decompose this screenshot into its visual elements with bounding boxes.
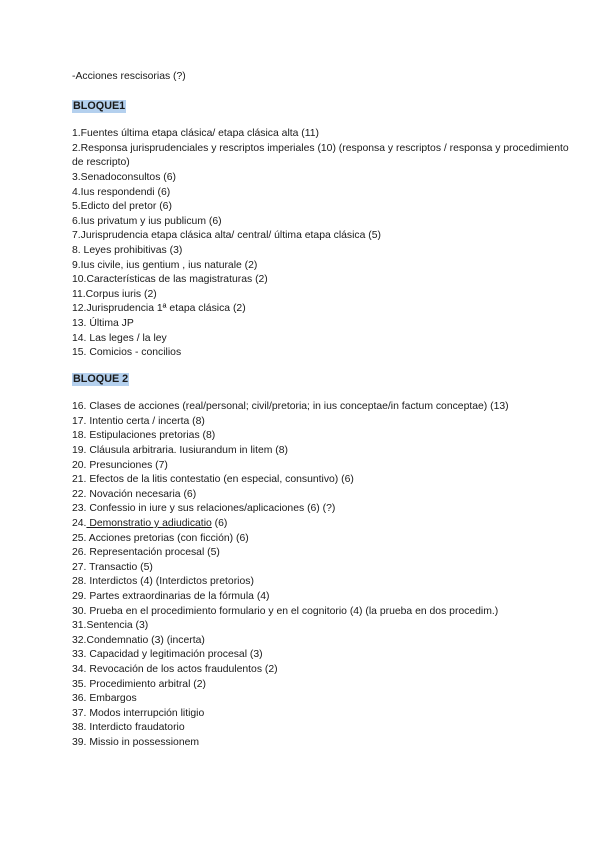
- list-item: 26. Representación procesal (5): [72, 547, 220, 559]
- list-item: 2.Responsa jurisprudenciales y rescriptos imperiales (10) (responsa y rescriptos / responsa y procedimiento de rescripto): [72, 142, 569, 169]
- list-item: 35. Procedimiento arbitral (2): [72, 678, 206, 690]
- bloque2-heading-line: [72, 373, 572, 388]
- list-item: 1.Fuentes última etapa clásica/ etapa clásica alta (11): [72, 128, 320, 140]
- list-item: 25. Acciones pretorias (con ficción) (6): [72, 532, 249, 544]
- list-item: 9.Ius civile, ius gentium , ius naturale (2): [72, 259, 258, 271]
- list-item-24: [72, 517, 572, 532]
- list-item: 11.Corpus iuris (2): [72, 288, 157, 300]
- list-item: 22. Novación necesaria (6): [72, 488, 197, 500]
- list-item: 16. Clases de acciones (real/personal; civil/pretoria; in ius conceptae/in factum conceptae) (13): [72, 401, 509, 413]
- list-item: 36. Embargos: [72, 693, 137, 705]
- list-item: 14. Las leges / la ley: [72, 332, 167, 344]
- list-item: 31.Sentencia (3): [72, 620, 149, 632]
- list-item: 34. Revocación de los actos fraudulentos (2): [72, 663, 278, 675]
- spacer: [72, 85, 572, 100]
- list-item: 18. Estipulaciones pretorias (8): [72, 430, 216, 442]
- list-item: 23. Confessio in iure y sus relaciones/aplicaciones (6) (?): [72, 503, 336, 515]
- bloque1-heading-line: [72, 100, 572, 115]
- list-item: 19. Cláusula arbitraria. Iusiurandum in litem (8): [72, 445, 288, 457]
- spacer: [72, 114, 572, 127]
- list-item: 8. Leyes prohibitivas (3): [72, 244, 183, 256]
- list-item: 7.Jurisprudencia etapa clásica alta/ central/ última etapa clásica (5): [72, 230, 381, 242]
- spacer: [72, 387, 572, 400]
- bloque1-list: [72, 127, 572, 361]
- list-item: 33. Capacidad y legitimación procesal (3): [72, 649, 263, 661]
- list-item: 28. Interdictos (4) (Interdictos pretorios): [72, 576, 254, 588]
- list-item: 6.Ius privatum y ius publicum (6): [72, 215, 222, 227]
- list-item: 20. Presunciones (7): [72, 459, 168, 471]
- item24-prefix: 24.: [72, 518, 87, 530]
- list-item: 27. Transactio (5): [72, 561, 153, 573]
- item24-underlined-text: Demonstratio y adiudicatio: [86, 518, 212, 530]
- list-item: 29. Partes extraordinarias de la fórmula (4): [72, 591, 270, 602]
- bloque2-heading: BLOQUE 2: [73, 372, 129, 385]
- list-item: 30. Prueba en el procedimiento formulario y en el cognitorio (4) (la prueba en dos procedim.): [72, 605, 499, 617]
- list-item: 12.Jurisprudencia 1ª etapa clásica (2): [72, 303, 246, 315]
- list-item: 32.Condemnatio (3) (incerta): [72, 634, 205, 646]
- list-item: 38. Interdicto fraudatorio: [72, 722, 185, 734]
- spacer: [72, 361, 572, 373]
- list-item: 37. Modos interrupción litigio: [72, 707, 205, 719]
- bloque2-list: [72, 400, 572, 750]
- bloque1-heading: BLOQUE1: [73, 99, 126, 112]
- list-item: 21. Efectos de la litis contestatio (en especial, consuntivo) (6): [72, 474, 354, 486]
- list-item: 10.Características de las magistraturas (2): [72, 274, 268, 286]
- list-item: 13. Última JP: [72, 317, 134, 329]
- item24-suffix: (6): [211, 518, 228, 530]
- list-item: 4.Ius respondendi (6): [72, 186, 171, 198]
- list-item: 15. Comicios - concilios: [72, 347, 182, 359]
- list-item: 17. Intentio certa / incerta (8): [72, 415, 205, 427]
- document-page: [72, 70, 572, 751]
- list-item: 3.Senadoconsultos (6): [72, 171, 176, 183]
- intro-line: -Acciones rescisorias (?): [72, 71, 186, 82]
- list-item: 5.Edicto del pretor (6): [72, 201, 172, 213]
- list-item: 39. Missio in possessionem: [72, 736, 200, 748]
